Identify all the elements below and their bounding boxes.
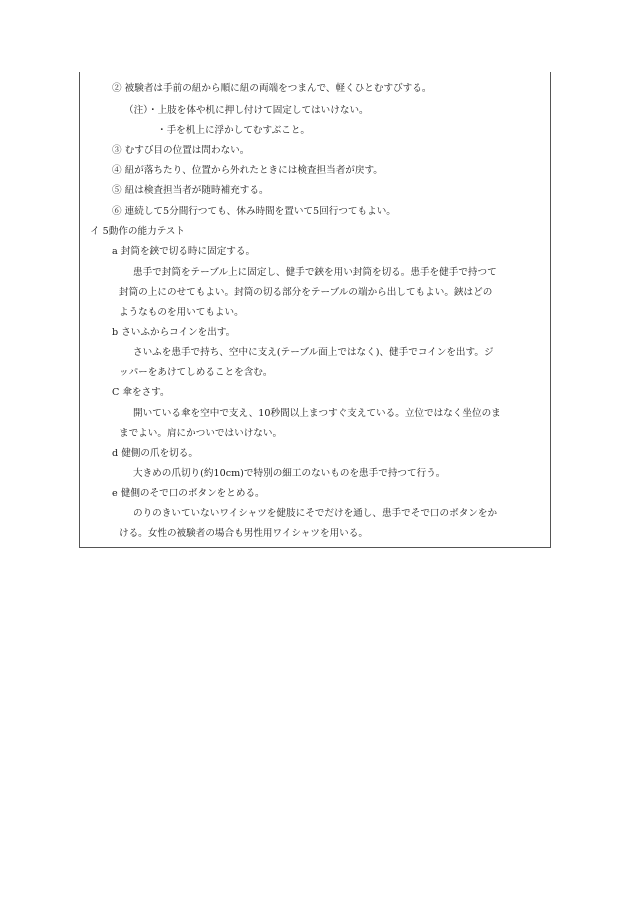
item-3-text: ③ むすび目の位置は問わない。 [112, 145, 250, 156]
test-c-body-line-2: までよい。肩にかついではいけない。 [119, 428, 283, 439]
test-e-heading: e 健側のそで口のボタンをとめる。 [112, 488, 265, 499]
item-4-text: ④ 紐が落ちたり、位置から外れたときには検査担当者が戻す。 [112, 165, 383, 176]
test-a-heading: a 封筒を鋏で切る時に固定する。 [112, 246, 256, 257]
test-e-body-line-1: のりのきいていないワイシャツを健肢にそでだけを通し、患手でそで口のボタンをか [133, 508, 498, 519]
test-a-body-line-2: 封筒の上にのせてもよい。封筒の切る部分をテーブルの端から出してもよい。鋏はどの [119, 287, 493, 298]
test-c-body-line-1: 開いている傘を空中で支え、10秒間以上まつすぐ支えている。立位ではなく坐位のま [133, 408, 501, 419]
note-line-1: （注）・上肢を体や机に押し付けて固定してはいけない。 [124, 105, 369, 116]
note-line-2: ・手を机上に浮かしてむすぶこと。 [157, 125, 311, 136]
test-e-body-line-2: ける。女性の被験者の場合も男性用ワイシャツを用いる。 [119, 528, 368, 539]
test-a-body-line-1: 患手で封筒をテーブル上に固定し、健手で鋏を用い封筒を切る。患手を健手で持つて [133, 267, 497, 278]
test-d-body-line-1: 大きめの爪切り(約10cm)で特別の細工のないものを患手で持つて行う。 [133, 468, 446, 479]
test-c-heading: C 傘をさす。 [112, 387, 170, 398]
item-6-text: ⑥ 連続して5分間行つても、休み時間を置いて5回行つてもよい。 [112, 206, 396, 217]
section-heading: イ 5動作の能力テスト [90, 226, 186, 237]
test-b-body-line-1: さいふを患手で持ち、空中に支え(テーブル面上ではなく)、健手でコインを出す。ジ [133, 347, 494, 358]
test-b-heading: b さいふからコインを出す。 [112, 327, 236, 338]
item-2-text: ② 被験者は手前の紐から順に紐の両端をつまんで、軽くひとむすびする。 [112, 83, 432, 94]
test-d-heading: d 健側の爪を切る。 [112, 448, 198, 459]
item-5-text: ⑤ 紐は検査担当者が随時補充する。 [112, 185, 269, 196]
test-b-body-line-2: ッパーをあけてしめることを含む。 [119, 367, 273, 378]
test-a-body-line-3: ようなものを用いてもよい。 [119, 307, 244, 318]
